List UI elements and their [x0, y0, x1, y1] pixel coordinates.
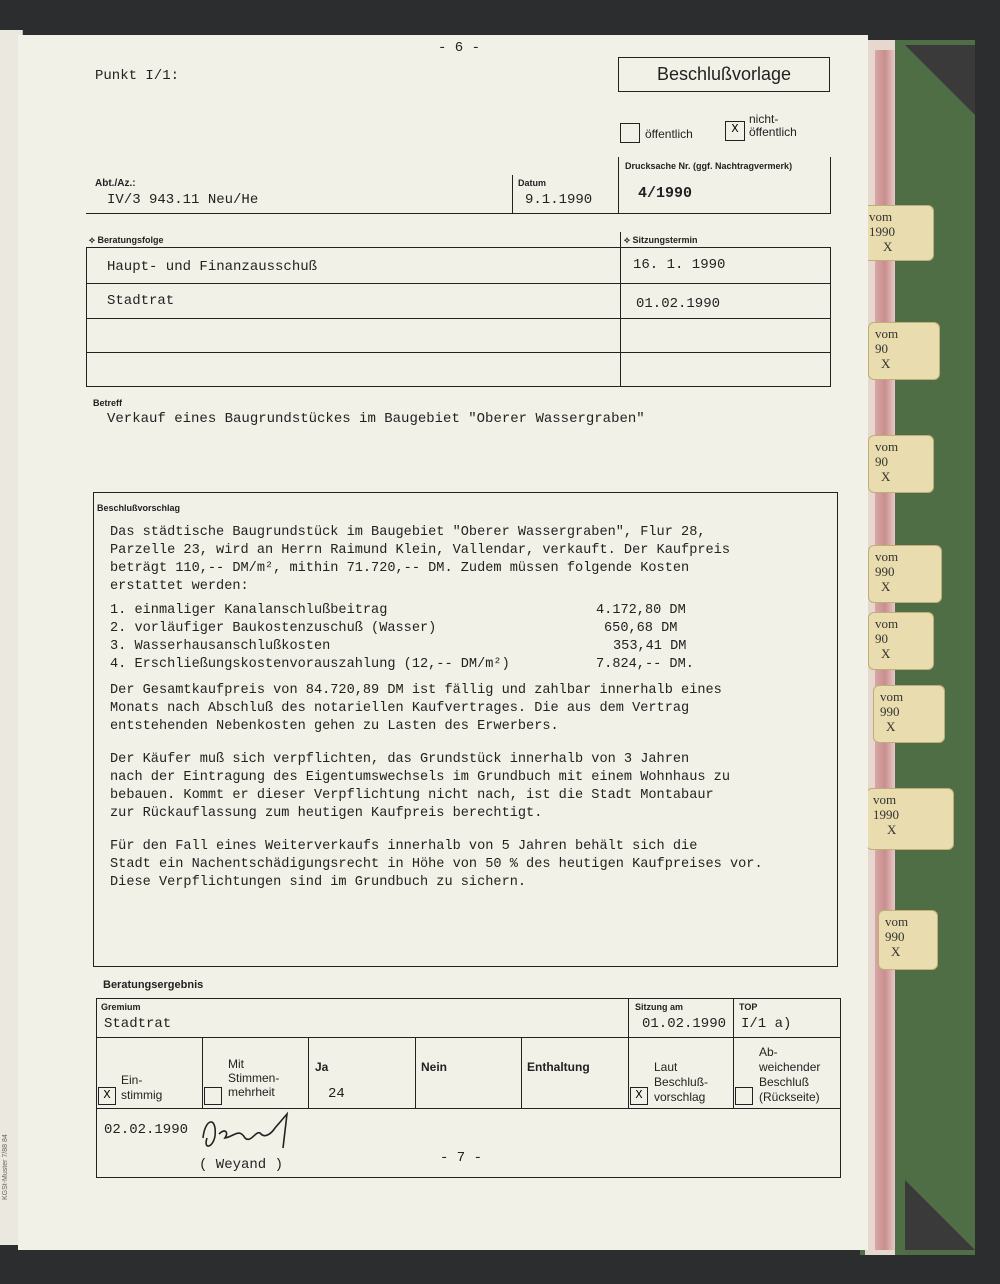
- laut-beschluss-label: Laut Beschluß- vorschlag: [654, 1060, 709, 1104]
- index-tab: vom 1990 X: [866, 788, 954, 850]
- ja-value: 24: [328, 1086, 345, 1102]
- page-number-bottom: - 7 -: [440, 1150, 483, 1166]
- rule: [86, 318, 831, 319]
- rule: [512, 175, 513, 213]
- page-number-top: - 6 -: [438, 40, 481, 56]
- nein-label: Nein: [421, 1060, 448, 1074]
- rule: [830, 157, 831, 213]
- index-tab: vom 990 X: [873, 685, 945, 743]
- cost-amount: 7.824,-- DM.: [596, 657, 694, 672]
- nonpublic-label: nicht- öffentlich: [749, 112, 797, 139]
- ja-label: Ja: [315, 1060, 329, 1074]
- rule: [733, 998, 734, 1108]
- cost-amount: 4.172,80 DM: [596, 603, 686, 618]
- gremium-label: Gremium: [101, 1002, 141, 1012]
- public-label: öffentlich: [645, 127, 693, 141]
- cost-item: 1. einmaliger Kanalanschlußbeitrag: [110, 603, 388, 618]
- rule: [96, 1037, 841, 1038]
- side-print: KGSt-Muster 7/88 84: [2, 1134, 9, 1200]
- signature-icon: [195, 1108, 295, 1158]
- cost-item: 4. Erschließungskostenvorauszahlung (12,-- DM/m²): [110, 657, 510, 672]
- einstimmig-checkbox[interactable]: X: [98, 1087, 116, 1105]
- table-row-gremium: Haupt- und Finanzausschuß: [107, 259, 318, 275]
- cost-amount: 353,41 DM: [613, 639, 687, 654]
- punkt-label: Punkt I/1:: [95, 68, 180, 84]
- datum-label: Datum: [518, 178, 547, 188]
- index-tab: vom 90 X: [868, 322, 940, 380]
- abweichend-checkbox[interactable]: [735, 1087, 753, 1105]
- form-title-box: [618, 57, 830, 92]
- gremium-value: Stadtrat: [104, 1016, 172, 1032]
- rule: [86, 213, 831, 214]
- rule: [86, 283, 831, 284]
- abt-value: IV/3 943.11 Neu/He: [107, 192, 259, 208]
- rule: [620, 232, 621, 387]
- beratungsergebnis-label: Beratungsergebnis: [103, 979, 204, 991]
- beschlussvorschlag-label: Beschlußvorschlag: [97, 503, 181, 513]
- rule: [86, 352, 831, 353]
- einstimmig-label: Ein- stimmig: [121, 1073, 163, 1102]
- rule: [618, 157, 619, 213]
- public-checkbox[interactable]: [620, 123, 640, 143]
- table-row-gremium: Stadtrat: [107, 293, 175, 309]
- vorschlag-paragraph: Der Käufer muß sich verpflichten, das Grundstück innerhalb von 3 Jahren nach der Eintragung des Eigentumswechsels im Grundbuch mit einem Wohnhaus zu bebauen. Kommt er dieser Verpflichtung nicht nach, ist die Stadt Montabaur zur Rückauflassung zum heutigen Kaufpreis berechtigt.: [110, 752, 730, 821]
- vorschlag-paragraph: Der Gesamtkaufpreis von 84.720,89 DM ist fällig und zahlbar innerhalb eines Monats nach Abschluß des notariellen Kaufvertrages. Die aus dem Vertrag entstehenden Nebenkosten gehen zu Lasten des Erwerbers.: [110, 683, 722, 734]
- signer-name: ( Weyand ): [199, 1157, 284, 1173]
- drucksache-label: Drucksache Nr. (ggf. Nachtragvermerk): [625, 161, 793, 171]
- cost-item: 2. vorläufiger Baukostenzuschuß (Wasser): [110, 621, 437, 636]
- laut-beschluss-checkbox[interactable]: X: [630, 1087, 648, 1105]
- rule: [415, 1037, 416, 1108]
- vorschlag-paragraph: Für den Fall eines Weiterverkaufs innerhalb von 5 Jahren behält sich die Stadt ein Nachentschädigungsrecht in Höhe von 50 % des heutigen Kaufpreises vor. Diese Verpflichtungen sind im Grundbuch zu sichern.: [110, 839, 763, 890]
- datum-value: 9.1.1990: [525, 192, 593, 208]
- abt-label: Abt./Az.:: [95, 178, 136, 189]
- cost-amount: 650,68 DM: [604, 621, 678, 636]
- rule: [628, 998, 629, 1108]
- sitzung-value: 01.02.1990: [642, 1016, 727, 1032]
- nonpublic-checkbox[interactable]: X: [725, 121, 745, 141]
- top-value: I/1 a): [741, 1016, 792, 1032]
- index-tab: vom 90 X: [868, 435, 934, 493]
- mehrheit-label: Mit Stimmen- mehrheit: [228, 1057, 280, 1099]
- drucksache-value: 4/1990: [638, 185, 693, 202]
- mehrheit-checkbox[interactable]: [204, 1087, 222, 1105]
- index-tab: vom 990 X: [868, 545, 942, 603]
- rule: [308, 1037, 309, 1108]
- table-row-termin: 16. 1. 1990: [633, 257, 726, 273]
- top-label: TOP: [739, 1002, 758, 1012]
- index-tab: vom 1990 X: [862, 205, 934, 261]
- index-tab: vom 990 X: [878, 910, 938, 970]
- betreff-text: Verkauf eines Baugrundstückes im Baugebiet "Oberer Wassergraben": [107, 411, 645, 427]
- sitzungstermin-label: ⟡ Sitzungstermin: [624, 235, 698, 245]
- abweichend-label: Ab- weichender Beschluß (Rückseite): [759, 1045, 821, 1104]
- table-row-termin: 01.02.1990: [636, 296, 721, 312]
- sitzung-label: Sitzung am: [635, 1002, 684, 1012]
- index-tab: vom 90 X: [868, 612, 934, 670]
- betreff-label: Betreff: [93, 398, 123, 408]
- cost-item: 3. Wasserhausanschlußkosten: [110, 639, 331, 654]
- beratungsfolge-label: ⟡ Beratungsfolge: [89, 235, 164, 245]
- vorschlag-intro: Das städtische Baugrundstück im Baugebiet "Oberer Wassergraben", Flur 28, Parzelle 23, wird an Herrn Raimund Klein, Vallendar, verkauft. Der Kaufpreis beträgt 110,-- DM/m², mithin 71.720,-- DM. Zudem müssen folgende Kosten erstattet werden:: [110, 525, 730, 594]
- enthaltung-label: Enthaltung: [527, 1060, 590, 1074]
- ergebnis-date: 02.02.1990: [104, 1122, 189, 1138]
- rule: [202, 1037, 203, 1108]
- form-title: Beschlußvorlage: [656, 64, 792, 84]
- rule: [521, 1037, 522, 1108]
